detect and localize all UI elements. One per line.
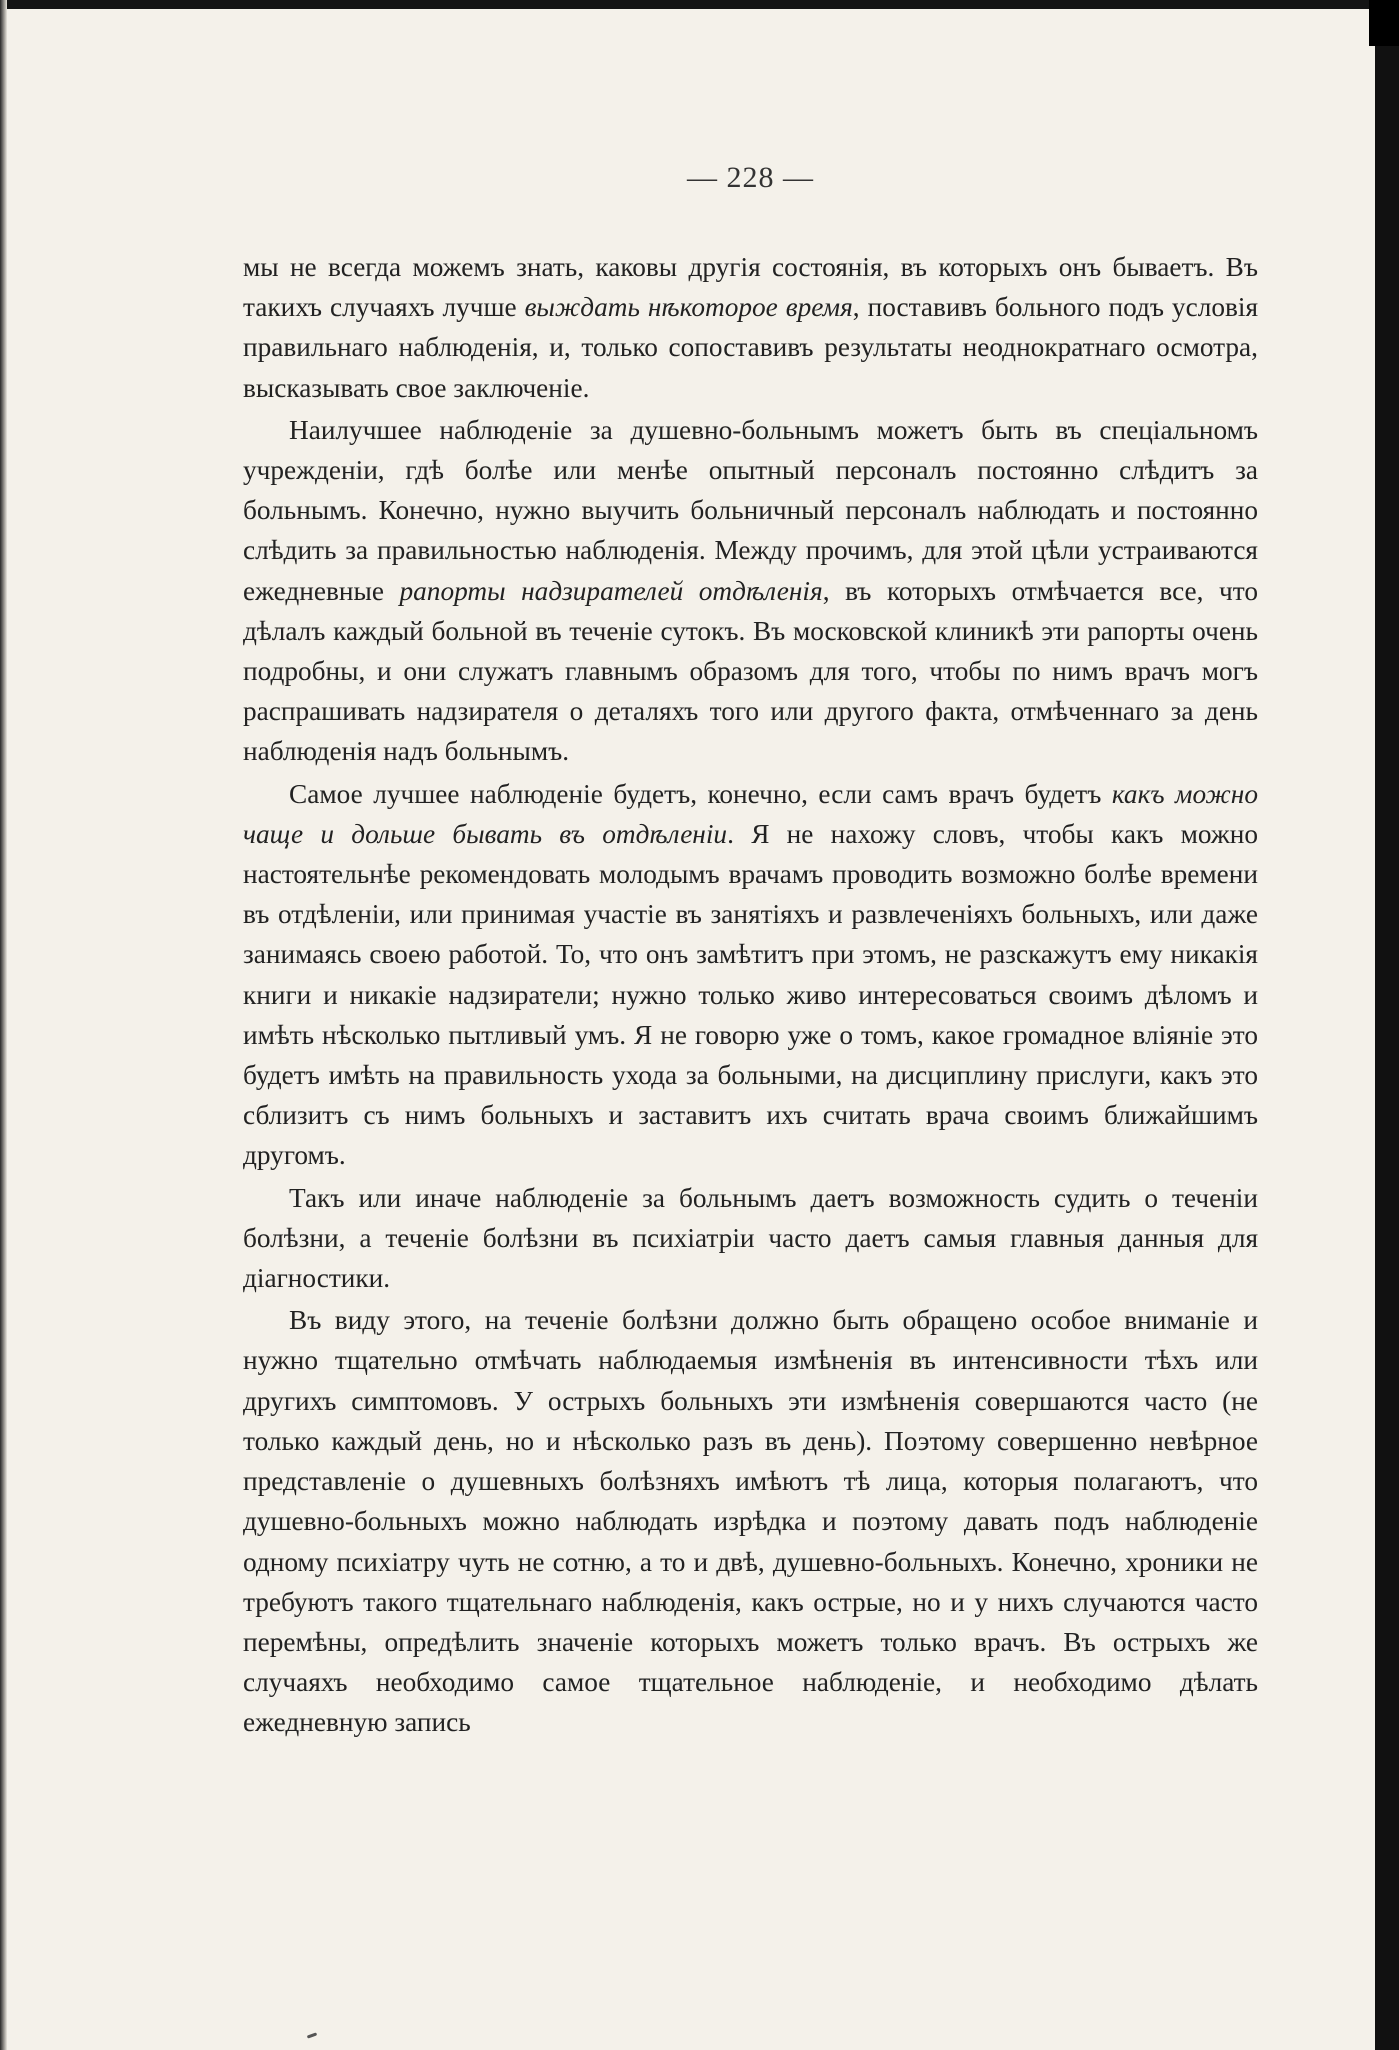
paragraph: [243, 1300, 1258, 1742]
text-run: . Я не нахожу словъ, чтобы какъ можно настоятельнѣе рекомендовать молодымъ врачамъ проводить возможно болѣе времени въ отдѣленіи, или принимая участіе въ занятіяхъ и развлеченіяхъ больныхъ, или даже занимаясь своею работой. То, что онъ замѣтитъ при этомъ, не разскажутъ ему никакія книги и никакіе надзиратели; нужно только живо интересоваться своимъ дѣломъ и имѣть нѣсколько пытливый умъ. Я не говорю уже о томъ, какое громадное вліяніе это будетъ имѣть на правильность ухода за больными, на дисциплину прислуги, какъ это сблизитъ съ нимъ больныхъ и заставитъ ихъ считать врача своимъ ближайшимъ другомъ.: [243, 818, 1258, 1171]
scan-corner-top-right: [1369, 0, 1399, 46]
text-run: Такъ или иначе наблюденіе за больнымъ даетъ возможность судить о теченіи болѣзни, а теченіе болѣзни въ психіатріи часто даетъ самыя главныя данныя для діагностики.: [243, 1182, 1258, 1294]
scan-border-top: [0, 0, 1399, 9]
scan-border-right: [1375, 0, 1399, 2050]
page-number: — 228 —: [687, 161, 814, 194]
body-text: [243, 247, 1258, 1743]
book-page: [243, 160, 1258, 1743]
text-run: , поставивъ больного подъ условія правильнаго наблюденія, и, только сопоставивъ результаты неоднократнаго осмотра, высказывать свое заключеніе.: [243, 292, 1258, 403]
text-run: Самое лучшее наблюденіе будетъ, конечно, если самъ врачъ будетъ: [289, 778, 1112, 809]
emphasis-text: какъ можно чаще и дольше бывать въ отдѣленіи: [243, 778, 1258, 849]
text-run: Въ виду этого, на теченіе болѣзни должно быть обращено особое вниманіе и нужно тщательно отмѣчать наблюдаемыя измѣненія въ интенсивности тѣхъ или другихъ симптомовъ. У острыхъ больныхъ эти измѣненія совершаются часто (не только каждый день, но и нѣсколько разъ въ день). Поэтому совершенно невѣрное представленіе о душевныхъ болѣзняхъ имѣютъ тѣ лица, которыя полагаютъ, что душевно-больныхъ можно наблюдать изрѣдка и поэтому давать подъ наблюденіе одному психіатру чуть не сотню, а то и двѣ, душевно-больныхъ. Конечно, хроники не требуютъ такого тщательнаго наблюденія, какъ острые, но и у нихъ случаются часто перемѣны, опредѣлить значеніе которыхъ можетъ только врачъ. Въ острыхъ же случаяхъ необходимо самое тщательное наблюденіе, и необходимо дѣлать ежедневную запись: [243, 1305, 1258, 1738]
emphasis-text: рапорты надзирателей отдѣленія: [399, 575, 823, 606]
ink-speck: [307, 2032, 317, 2038]
text-run: , въ которыхъ отмѣчается все, что дѣлалъ каждый больной въ теченіе сутокъ. Въ московской клиникѣ эти рапорты очень подробны, и они служатъ главнымъ образомъ для того, чтобы по нимъ врачъ могъ распрашивать надзирателя о деталяхъ того или другого факта, отмѣченнаго за день наблюденія надъ больнымъ.: [243, 575, 1258, 767]
paragraph: [243, 410, 1258, 772]
paragraph: [243, 1178, 1258, 1299]
emphasis-text: выждать нѣкоторое время: [524, 292, 853, 323]
text-run: Наилучшее наблюденіе за душевно-больнымъ можетъ быть въ спеціальномъ учрежденіи, гдѣ болѣе или менѣе опытный персоналъ постоянно слѣдитъ за больнымъ. Конечно, нужно выучить больничный персоналъ наблюдать и постоянно слѣдить за правильностью наблюденія. Между прочимъ, для этой цѣли устраиваются ежедневные: [243, 414, 1258, 606]
scan-border-left: [0, 0, 7, 2050]
paragraph: [243, 774, 1258, 1176]
paragraph: [243, 247, 1258, 408]
text-run: мы не всегда можемъ знать, каковы другія состоянія, въ которыхъ онъ бываетъ. Въ такихъ случаяхъ лучше: [243, 252, 1258, 323]
